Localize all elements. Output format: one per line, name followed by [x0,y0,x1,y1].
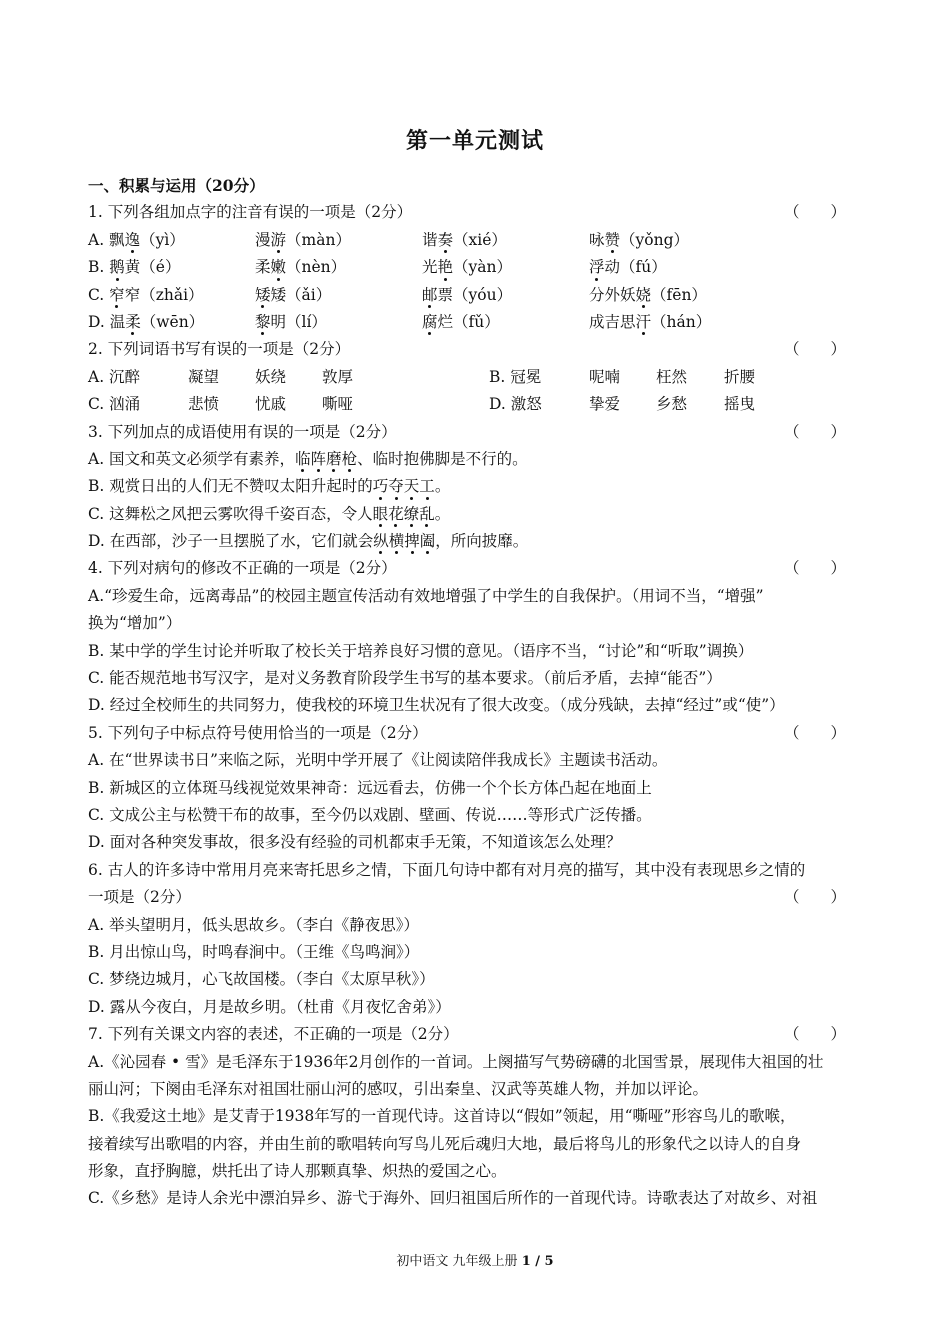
emphasis-char: 缭 [404,501,420,528]
emphasis-char: 黎 [255,309,271,336]
emphasis-char: 夺 [388,473,404,500]
option-line: B. 某中学的学生讨论并听取了校长关于培养良好习惯的意见。（语序不当，“讨论”和“听取”调换） [88,641,754,660]
question-2-options [88,364,866,419]
option-text: C. 这舞松之风把云雾吹得千姿百态，令人 [88,504,373,523]
option-text: 矮（ǎi） [270,285,332,304]
option-text: 烂（fǔ） [437,312,500,331]
option-row [88,254,866,281]
option-cell [88,282,204,309]
page-number: 1 / 5 [521,1254,554,1269]
question-4-stem: 4. 下列对病句的修改不正确的一项是（2分） （ ） [88,555,866,582]
option-cell [255,254,346,281]
option-word: 妖绕 [255,367,287,386]
option-line [88,473,866,500]
option-text: （màn） [286,230,351,249]
option-text: A. 国文和英文必须学有素养， [88,449,296,468]
option-text: 窄（zhǎi） [124,285,204,304]
emphasis-char: 矮 [255,282,271,309]
emphasis-char: 横 [389,528,405,555]
emphasis-char: 窄 [109,282,125,309]
option-line: B. 月出惊山鸟，时鸣春涧中。（王维《鸟鸣涧》） [88,942,420,961]
option-word: 摇曳 [724,395,756,414]
page-footer [0,1250,950,1269]
option-cell [88,227,185,254]
option-text: D. 温 [88,312,126,331]
option-cell [88,254,180,281]
question-6-stem-cont: 一项是（2分） （ ） [88,884,866,911]
emphasis-char: 巧 [373,473,389,500]
option-word: 枉然 [656,367,688,386]
emphasis-char: 捭 [404,528,420,555]
option-text: 分外妖 [589,285,636,304]
option-text: 咏 [589,230,605,249]
option-line: 丽山河；下阕由毛泽东对祖国壮丽山河的感叹，引出秦皇、汉武等英雄人物，并加以评论。 [88,1079,709,1098]
answer-paren: （ ） [783,203,846,222]
emphasis-char: 柔 [125,309,141,336]
answer-paren: （ ） [783,1025,846,1044]
emphasis-char: 赞 [605,227,621,254]
option-text: （fēn） [651,285,707,304]
option-text: B. 观赏日出的人们无不赞叹太阳升起时的 [88,477,373,496]
emphasis-idiom [373,477,435,495]
option-text: （yǒng） [620,230,690,249]
emphasis-idiom [373,532,435,550]
option-text: 明（lí） [270,312,327,331]
option-cell [255,227,351,254]
option-line: D. 露从今夜白，月是故乡明。（杜甫《月夜忆舍弟》） [88,997,451,1016]
option-text: 、临时抱佛脚是不行的。 [357,449,528,468]
footer-subject: 初中语文 九年级上册 [396,1254,522,1269]
option-word: 嘶哑 [322,395,354,414]
emphasis-char: 嫩 [271,254,287,281]
option-cell [422,309,500,336]
emphasis-char: 工 [419,473,435,500]
option-cell [88,309,204,336]
emphasis-char: 艳 [438,254,454,281]
answer-paren: （ ） [783,888,846,907]
question-3-stem: 3. 下列加点的成语使用有误的一项是（2分） （ ） [88,419,866,446]
emphasis-idiom [295,450,357,468]
option-line [88,446,866,473]
option-line: B.《我爱这土地》是艾青于1938年写的一首现代诗。这首诗以“假如”领起，用“嘶哑”形容鸟儿的歌喉， [88,1107,796,1126]
option-word: D. 激怒 [489,395,542,414]
option-word: 挚爱 [589,395,621,414]
option-line: 接着续写出歌唱的内容，并由生前的歌唱转向写鸟儿死后魂归大地，最后将鸟儿的形象代之以诗人的自身 [88,1134,802,1153]
option-line: C. 梦绕边城月，心飞故国楼。（李白《太原早秋》） [88,970,435,989]
emphasis-char: 临 [295,446,311,473]
option-word: 折腰 [724,367,756,386]
option-text: B. [88,258,110,277]
option-word: 悲愤 [188,395,220,414]
emphasis-char: 眼 [373,501,389,528]
emphasis-char: 天 [404,473,420,500]
emphasis-char: 游 [271,227,287,254]
emphasis-char: 逸 [125,227,141,254]
option-text: 票（yóu） [437,285,513,304]
option-line: 换为“增加”） [88,614,182,633]
section-heading: 一、积累与运用（20分） [88,176,265,195]
answer-paren: （ ） [783,723,846,742]
option-cell [255,282,331,309]
answer-paren: （ ） [783,340,846,359]
option-text: （yì） [140,230,185,249]
option-text: ，所向披靡。 [435,532,529,551]
option-word: 凝望 [188,367,220,386]
option-text: A. 飘 [88,230,125,249]
option-line [88,501,866,528]
option-line: A. 举头望明月，低头思故乡。（李白《静夜思》） [88,915,420,934]
option-cell [589,282,707,309]
option-row [88,391,866,418]
option-text: 动（fú） [604,258,667,277]
emphasis-char: 乱 [419,501,435,528]
option-text: （nèn） [286,258,347,277]
option-word: 乡愁 [656,395,688,414]
option-row [88,309,866,336]
question-5-stem: 5. 下列句子中标点符号使用恰当的一项是（2分） （ ） [88,720,866,747]
emphasis-char: 鹅 [109,254,125,281]
emphasis-char: 浮 [589,254,605,281]
option-line: A.“珍爱生命，远离毒品”的校园主题宣传活动有效地增强了中学生的自我保护。（用词不当，“增强” [88,586,764,605]
option-word: C. 汹涌 [88,395,141,414]
emphasis-char: 枪 [342,446,358,473]
option-line: C. 文成公主与松赞干布的故事，至今仍以戏剧、壁画、传说……等形式广泛传播。 [88,805,652,824]
option-word: 呢喃 [589,367,621,386]
option-line: 形象，直抒胸臆，烘托出了诗人那颗真挚、炽热的爱国之心。 [88,1162,507,1181]
option-text: 黄（é） [124,258,181,277]
emphasis-char: 邮 [422,282,438,309]
emphasis-idiom [373,505,435,523]
option-text: C. [88,285,110,304]
question-7-stem: 7. 下列有关课文内容的表述，不正确的一项是（2分） （ ） [88,1021,866,1048]
document-body [88,172,866,1213]
question-6-options [88,912,866,1022]
option-text: 。 [434,477,451,496]
option-text: （yàn） [453,258,513,277]
page-title: 第一单元测试 [405,128,544,154]
option-cell [589,254,667,281]
option-word: A. 沉醉 [88,367,141,386]
option-word: B. 冠冕 [489,367,542,386]
option-line: C.《乡愁》是诗人余光中漂泊异乡、游弋于海外、回归祖国后所作的一首现代诗。诗歌表达了对故乡、对祖 [88,1189,818,1208]
option-line [88,528,866,555]
option-line: A. 在“世界读书日”来临之际，光明中学开展了《让阅读陪伴我成长》主题读书活动。 [88,751,668,770]
option-text: 光 [422,258,438,277]
question-4-options [88,583,866,720]
option-cell [589,309,711,336]
emphasis-char: 磨 [326,446,342,473]
option-text: 柔 [255,258,271,277]
answer-paren: （ ） [783,422,846,441]
option-cell [422,227,507,254]
option-text: D. 在西部，沙子一旦摆脱了水，它们就会 [88,532,374,551]
question-1-stem: 1. 下列各组加点字的注音有误的一项是（2分） （ ） [88,199,866,226]
question-7-options [88,1049,866,1213]
option-line: A.《沁园春 • 雪》是毛泽东于1936年2月创作的一首词。上阕描写气势磅礴的北国雪景，展现伟大祖国的壮 [88,1052,824,1071]
option-text: 。 [434,504,451,523]
emphasis-char: 阵 [311,446,327,473]
emphasis-char: 阖 [420,528,436,555]
emphasis-char: 腐 [422,309,438,336]
option-line: D. 经过全校师生的共同努力，使我校的环境卫生状况有了很大改变。（成分残缺，去掉“经过”或“使”） [88,696,785,715]
emphasis-char: 汗 [636,309,652,336]
option-cell [255,309,327,336]
question-1-options [88,227,866,337]
option-word: 忧戚 [255,395,287,414]
option-text: （wēn） [140,312,205,331]
option-cell [422,254,512,281]
option-line: C. 能否规范地书写汉字，是对义务教育阶段学生书写的基本要求。（前后矛盾，去掉“能否”） [88,669,722,688]
answer-paren: （ ） [783,559,846,578]
option-text: 成吉思 [589,312,636,331]
question-2-stem: 2. 下列词语书写有误的一项是（2分） （ ） [88,336,866,363]
option-text: 谐 [422,230,438,249]
question-6-stem: 6. 古人的许多诗中常用月亮来寄托思乡之情，下面几句诗中都有对月亮的描写，其中没有表现思乡之情的 [88,860,806,879]
option-row [88,364,866,391]
option-word: 敦厚 [322,367,354,386]
option-row [88,227,866,254]
option-row [88,282,866,309]
option-text: 漫 [255,230,271,249]
emphasis-char: 纵 [373,528,389,555]
emphasis-char: 花 [388,501,404,528]
option-text: （hán） [651,312,712,331]
option-cell [422,282,512,309]
emphasis-char: 娆 [636,282,652,309]
option-line: D. 面对各种突发事故，很多没有经验的司机都束手无策，不知道该怎么处理？ [88,833,622,852]
option-cell [589,227,689,254]
option-text: （xié） [453,230,507,249]
question-5-options [88,747,866,857]
question-3-options [88,446,866,556]
emphasis-char: 奏 [438,227,454,254]
option-line: B. 新城区的立体斑马线视觉效果神奇：远远看去，仿佛一个个长方体凸起在地面上 [88,778,652,797]
